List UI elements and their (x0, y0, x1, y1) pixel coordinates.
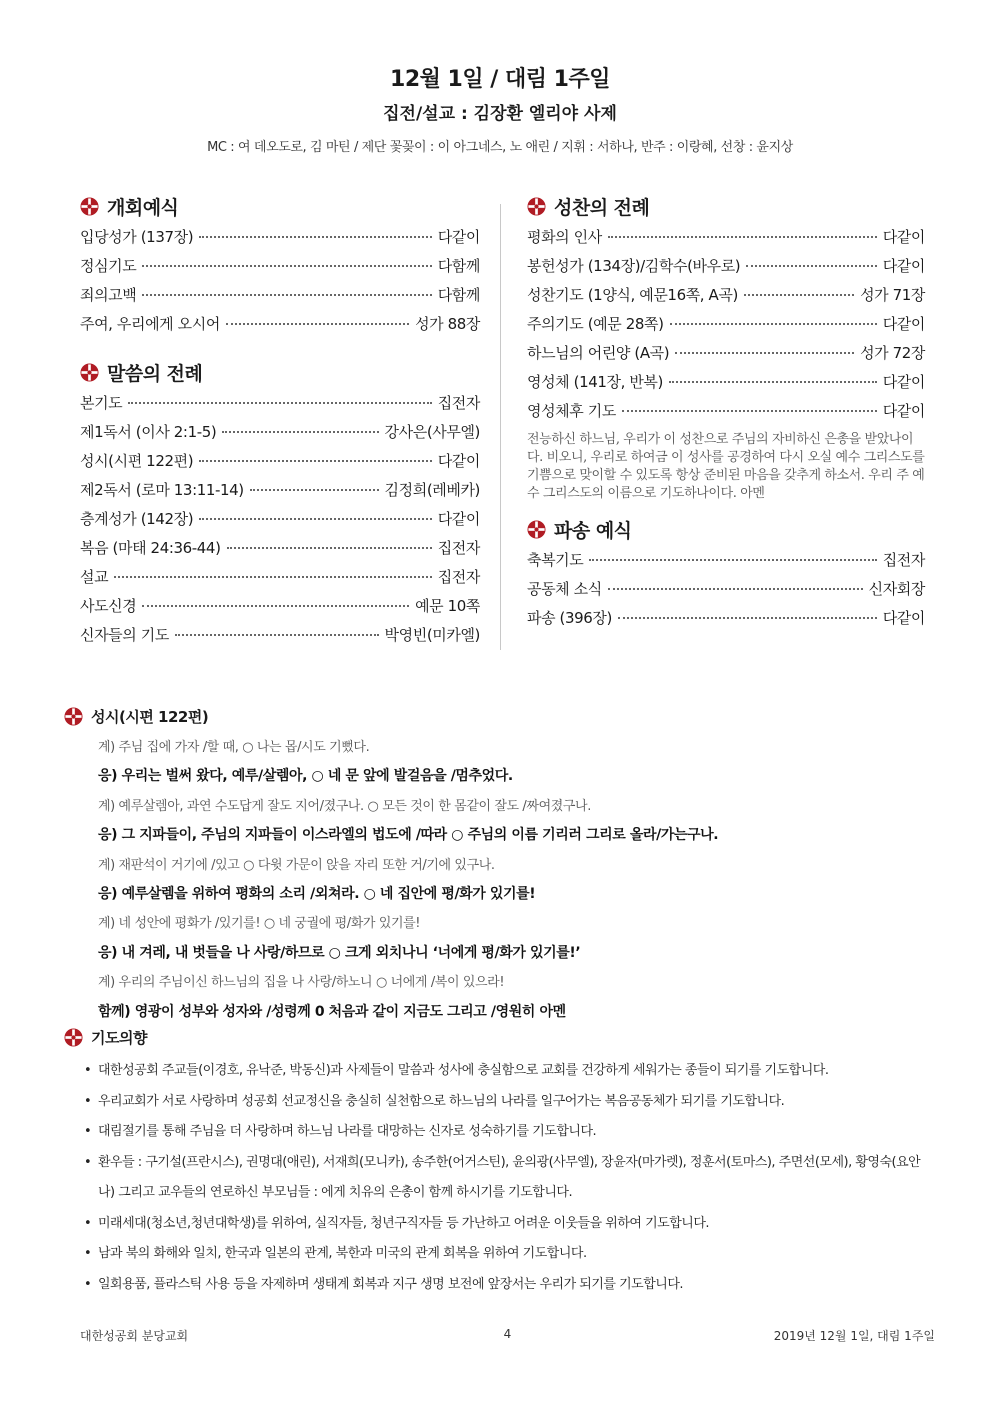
dot-leader (227, 547, 432, 549)
order-item-name: 제2독서 (로마 13:11-14) (80, 481, 244, 499)
section-heading (527, 513, 925, 545)
order-item (527, 578, 925, 607)
intention-item: • 미래세대(청소년,청년대학생)를 위하여, 실직자들, 청년구직자들 등 가난하고 어려운 이웃들을 위하여 기도합니다. (64, 1209, 936, 1240)
footer-date: 2019년 12월 1일, 대림 1주일 (773, 1329, 935, 1343)
order-item-leader: 예문 10쪽 (415, 597, 480, 615)
order-item-leader: 다같이 (882, 373, 925, 391)
page-number: 4 (503, 1327, 512, 1341)
psalm-verse-line: 계) 우리의 주님이신 하느님의 집을 나 사랑/하노니 ○ 너에게 /복이 있으라! (98, 975, 505, 991)
dot-leader (670, 323, 877, 325)
dot-leader (114, 576, 432, 578)
order-item-name: 층계성가 (142장) (80, 510, 194, 528)
intentions-heading (64, 1024, 936, 1050)
psalm-response-line: 응) 내 겨레, 내 벗들을 나 사랑/하므로 ○ 크게 외치나니 ‘너에게 평/화가 있기를!’ (98, 944, 581, 961)
dot-leader (669, 381, 877, 383)
order-item-leader: 집전자 (437, 394, 480, 412)
order-item-name: 봉헌성가 (134장)/김학수(바우로) (527, 257, 741, 275)
order-item-name: 주여, 우리에게 오시어 (80, 315, 220, 333)
dot-leader (618, 617, 877, 619)
psalm-verse-line: 계) 재판석이 거기에 /있고 ○ 다윗 가문이 앉을 자리 또한 거/기에 있구나. (98, 857, 495, 873)
left-column (80, 190, 480, 653)
cross-in-circle-icon (80, 197, 99, 216)
intention-item: • 남과 북의 화해와 일치, 한국과 일본의 관계, 북한과 미국의 관계 회복을 위하여 기도합니다. (64, 1239, 936, 1270)
footer-church-name: 대한성공회 분당교회 (80, 1329, 189, 1343)
page-title: 12월 1일 / 대림 1주일 (390, 67, 610, 92)
order-item-leader: 박영빈(미카엘) (384, 626, 480, 644)
order-item-leader: 강사은(사무엘) (384, 423, 480, 441)
order-item (527, 226, 925, 255)
dot-leader (675, 352, 854, 354)
intention-item: • 대한성공회 주교들(이경호, 유낙준, 박동신)과 사제들이 말씀과 성사에 충실함으로 교회를 건강하게 세워가는 종들이 되기를 기도합니다. (64, 1056, 936, 1087)
order-item (527, 371, 925, 400)
order-item-leader: 다함께 (437, 257, 480, 275)
dot-leader (199, 460, 432, 462)
psalm-lines (64, 733, 934, 1027)
dot-leader (622, 410, 877, 412)
section-heading (527, 190, 925, 222)
psalm-verse-line: 계) 네 성안에 평화가 /있기를! ○ 네 궁궐에 평/화가 있기를! (98, 916, 421, 932)
cross-in-circle-icon (527, 520, 546, 539)
order-item-name: 설교 (80, 568, 109, 586)
order-item (80, 255, 480, 284)
dot-leader (226, 323, 409, 325)
section-heading (80, 190, 480, 222)
dot-leader (199, 518, 432, 520)
order-item-leader: 성가 72장 (860, 344, 925, 362)
order-item-name: 사도신경 (80, 597, 137, 615)
order-item (80, 624, 480, 653)
intention-item: • 우리교회가 서로 사랑하며 성공회 선교정신을 충실히 실천함으로 하느님의 나라를 일구어가는 복음공동체가 되기를 기도합니다. (64, 1087, 936, 1118)
order-item-name: 죄의고백 (80, 286, 137, 304)
order-item-leader: 다같이 (882, 228, 925, 246)
order-item-name: 주의기도 (예문 28쪽) (527, 315, 664, 333)
order-item-leader: 성가 71장 (860, 286, 925, 304)
order-item (527, 342, 925, 371)
dot-leader (744, 294, 854, 296)
order-item-name: 영성체후 기도 (527, 402, 616, 420)
order-item-leader: 다같이 (437, 510, 480, 528)
cross-in-circle-icon (64, 707, 83, 726)
order-item (80, 595, 480, 624)
order-item (527, 255, 925, 284)
cross-in-circle-icon (527, 197, 546, 216)
order-item (527, 284, 925, 313)
dot-leader (589, 559, 876, 561)
dot-leader (142, 294, 431, 296)
order-item-name: 공동체 소식 (527, 580, 602, 598)
intention-item: • 일회용품, 플라스틱 사용 등을 자제하며 생태계 회복과 지구 생명 보전에 앞장서는 우리가 되기를 기도합니다. (64, 1270, 936, 1301)
page-footer (80, 1327, 935, 1344)
order-item-name: 본기도 (80, 394, 123, 412)
order-item-leader: 다같이 (882, 257, 925, 275)
order-item (80, 421, 480, 450)
order-item (80, 392, 480, 421)
page-header (0, 64, 1000, 155)
order-item (527, 607, 925, 636)
cross-in-circle-icon (80, 363, 99, 382)
order-item-name: 복음 (마태 24:36-44) (80, 539, 221, 557)
order-item-leader: 다같이 (437, 228, 480, 246)
dot-leader (199, 236, 432, 238)
dot-leader (746, 265, 876, 267)
intention-item: • 환우들 : 구기설(프란시스), 권명대(애린), 서재희(모니카), 송주한(어거스틴), 윤의광(사무엘), 장윤자(마가렛), 정훈서(토마스), 주면선(모세), 황영숙(요안나) 그리고 교우들의 연로하신 부모님들 : 에게 치유의 은총이 함께 하시기를 기도합니다. (64, 1148, 936, 1209)
psalm-response-line: 응) 우리는 벌써 왔다, 예루/살렘아, ○ 네 문 앞에 발걸음을 /멈추었다. (98, 768, 513, 785)
order-item-leader: 다같이 (882, 609, 925, 627)
order-item-name: 하느님의 어린양 (A곡) (527, 344, 670, 362)
order-item (80, 537, 480, 566)
prayer-intentions-section (64, 1024, 936, 1300)
order-item-leader: 집전자 (437, 568, 480, 586)
right-column (527, 190, 925, 636)
order-item (80, 450, 480, 479)
section-title: 파송 예식 (554, 519, 632, 542)
order-item-name: 파송 (396장) (527, 609, 612, 627)
section-title: 기도의향 (91, 1028, 147, 1047)
intention-item: • 대림절기를 통해 주님을 더 사랑하며 하느님 나라를 대망하는 신자로 성숙하기를 기도합니다. (64, 1117, 936, 1148)
order-item-name: 성시(시편 122편) (80, 452, 194, 470)
dot-leader (142, 265, 431, 267)
section-title: 말씀의 전례 (107, 362, 203, 385)
order-item (80, 284, 480, 313)
psalm-response-line: 응) 예루살렘을 위하여 평화의 소리 /외쳐라. ○ 네 집안에 평/화가 있기를! (98, 886, 536, 903)
order-item (80, 313, 480, 342)
section-heading (80, 356, 480, 388)
order-item-leader: 집전자 (437, 539, 480, 557)
dot-leader (128, 402, 431, 404)
order-item-leader: 다같이 (437, 452, 480, 470)
order-item-leader: 성가 88장 (415, 315, 480, 333)
order-item (527, 313, 925, 342)
order-item (527, 400, 925, 429)
order-item (80, 508, 480, 537)
order-item-leader: 다같이 (882, 402, 925, 420)
order-item-leader: 김정희(레베카) (384, 481, 480, 499)
order-item-name: 제1독서 (이사 2:1-5) (80, 423, 217, 441)
order-item-name: 영성체 (141장, 반복) (527, 373, 663, 391)
section-title: 성시(시편 122편) (91, 707, 209, 726)
order-item-name: 입당성가 (137장) (80, 228, 194, 246)
order-item (80, 226, 480, 255)
dot-leader (142, 605, 409, 607)
psalm-heading (64, 703, 934, 729)
order-item (80, 479, 480, 508)
order-item-leader: 집전자 (882, 551, 925, 569)
psalm-response-line: 함께) 영광이 성부와 성자와 /성령께 0 처음과 같이 지금도 그리고 /영원히 아멘 (98, 1003, 566, 1020)
psalm-section (64, 703, 934, 1027)
order-item-name: 평화의 인사 (527, 228, 602, 246)
psalm-response-line: 응) 그 지파들이, 주님의 지파들이 이스라엘의 법도에 /따라 ○ 주님의 이름 기리러 그리로 올라/가는구나. (98, 827, 719, 844)
dot-leader (222, 431, 378, 433)
dot-leader (608, 236, 877, 238)
psalm-verse-line: 계) 예루살렘아, 과연 수도답게 잘도 지어/졌구나. ○ 모든 것이 한 몸같이 잘도 /짜여졌구나. (98, 798, 591, 814)
order-item-name: 성찬기도 (1양식, 예문16쪽, A곡) (527, 286, 738, 304)
order-item-leader: 다같이 (882, 315, 925, 333)
section-title: 성찬의 전례 (554, 196, 650, 219)
order-item-name: 신자들의 기도 (80, 626, 169, 644)
section-title: 개회예식 (107, 196, 179, 219)
order-item (527, 549, 925, 578)
column-divider (500, 204, 501, 650)
order-item-leader: 신자회장 (868, 580, 925, 598)
order-item-leader: 다함께 (437, 286, 480, 304)
cross-in-circle-icon (64, 1028, 83, 1047)
order-item-name: 축복기도 (527, 551, 584, 569)
psalm-verse-line: 계) 주님 집에 가자 /할 때, ○ 나는 몹/시도 기뻤다. (98, 740, 370, 755)
dot-leader (250, 489, 379, 491)
celebrant-line: 집전/설교 : 김장환 엘리야 사제 (383, 104, 617, 124)
order-item (80, 566, 480, 595)
order-item-name: 정심기도 (80, 257, 137, 275)
dot-leader (608, 588, 863, 590)
dot-leader (175, 634, 379, 636)
intentions-list (64, 1056, 936, 1300)
post-communion-prayer: 전능하신 하느님, 우리가 이 성찬으로 주님의 자비하신 은총을 받았나이다. 비오니, 우리로 하여금 이 성사를 공경하여 다시 오실 예수 그리스도를 기쁨으로 맞이할 수 있도록 항상 준비된 마음을 갖추게 하소서. 우리 주 예수 그리스도의 이름으로 기도하나이다. 아멘 (527, 432, 925, 501)
roles-line: MC : 여 데오도로, 김 마틴 / 제단 꽃꽂이 : 이 아그네스, 노 애린 / 지휘 : 서하나, 반주 : 이랑혜, 선창 : 윤지상 (207, 140, 793, 155)
